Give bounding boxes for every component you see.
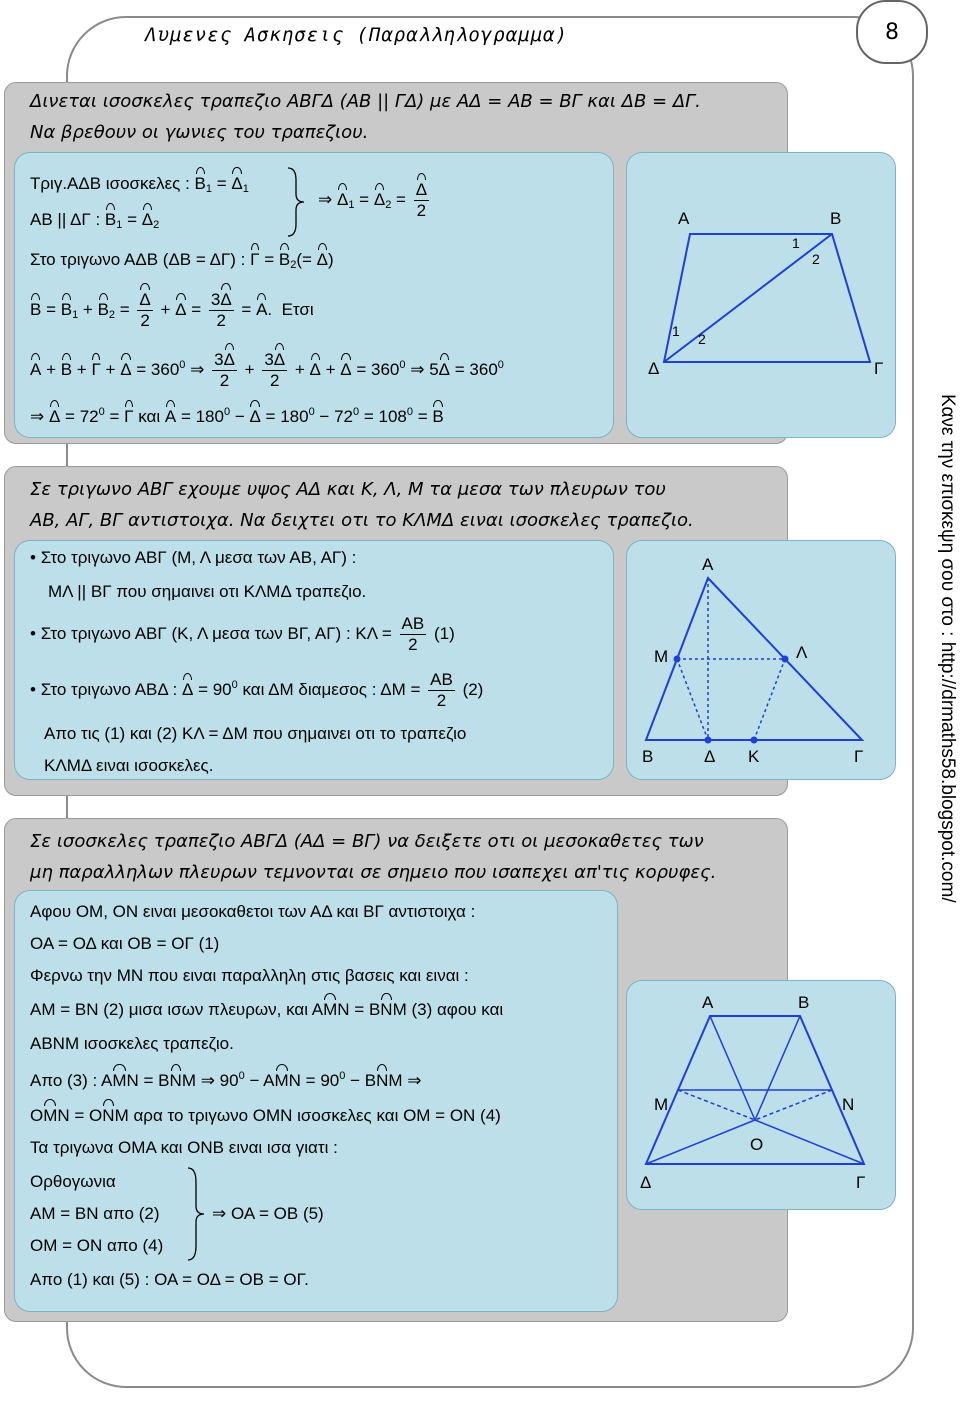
- label-g: Γ: [854, 747, 864, 766]
- problem-1-text: Δινεται ισοσκελες τραπεζιο ΑΒΓΔ (ΑΒ || ΓΔ) με ΑΔ = ΑΒ = ΒΓ και ΔΒ = ΔΓ. Να βρεθουν οι γωνιες του τραπεζιου.: [30, 91, 701, 143]
- label-a: Α: [702, 555, 714, 574]
- sol1-result-1: ⇒ $\Delta_1 = \Delta_2$ = $\frac{\Delta}{2}$: [318, 180, 428, 220]
- sol2-line-2: ΜΛ || ΒΓ που σημαινει οτι ΚΛΜΔ τραπεζιο.: [48, 582, 367, 601]
- label-d: Δ: [648, 359, 660, 378]
- problem-2-text: Σε τριγωνο ΑΒΓ εχουμε υψος ΑΔ και Κ, Λ, Μ τα μεσα των πλευρων του ΑΒ, ΑΓ, ΒΓ αντιστοιχα. Να δειχτει οτι το ΚΛΜΔ ειναι ισοσκελες τραπεζιο.: [30, 479, 694, 531]
- point-m: [674, 656, 681, 663]
- sol2-line-5: Απο τις (1) και (2) ΚΛ = ΔΜ που σημαινει οτι το τραπεζιο: [44, 724, 467, 743]
- point-l: [782, 656, 789, 663]
- sol3-line-6: Απο (3) : ΑΜΝ = ΒΝΜ ⇒ $90^0 - AMN = 90^0 - BNM$ ⇒: [30, 1070, 422, 1090]
- segment-ob: [755, 1016, 800, 1120]
- sol1-line-5: $A + B + \Gamma + \Delta = 360^0$ ⇒ $\frac{3\Delta}{2}$ + $\frac{3\Delta}{2}$ + $\Delta + \Delta = 360^0$ ⇒ $5\Delta = 360^0$: [30, 350, 504, 390]
- label-a: Α: [702, 993, 714, 1012]
- figure-1-trapezoid: [626, 152, 896, 438]
- label-g: Γ: [856, 1173, 866, 1192]
- figure-2-triangle: [626, 540, 896, 780]
- point-k: [751, 737, 758, 744]
- label-k: Κ: [748, 747, 760, 766]
- diagonal-db: [664, 234, 832, 362]
- label-d: Δ: [640, 1173, 652, 1192]
- sol1-line-3: Στο τριγωνο ΑΔΒ (ΔΒ = ΔΓ) : $\Gamma = B_2(= \Delta)$: [30, 250, 334, 271]
- sol1-line-2: ΑΒ || ΔΓ : $B_1 = \Delta_2$: [30, 210, 160, 231]
- sol3-line-2: ΟΑ = ΟΔ και ΟΒ = ΟΓ (1): [30, 934, 220, 953]
- brace-3: [186, 1166, 206, 1262]
- sol2-line-3: • Στο τριγωνο ΑΒΓ (Κ, Λ μεσα των ΒΓ, ΑΓ) : ΚΛ = $\frac{AB}{2}$ (1): [30, 614, 455, 654]
- problem-3-text: Σε ισοσκελες τραπεζιο ΑΒΓΔ (ΑΔ = ΒΓ) να δειξετε οτι οι μεσοκαθετες των μη παραλληλων πλευρων τεμνονται σε σημειο που ισαπεχει απ'τις κορυφες.: [30, 831, 717, 883]
- sol3-result: ⇒ ΟΑ = ΟΒ (5): [212, 1204, 324, 1223]
- label-m: Μ: [654, 1095, 669, 1114]
- sol3-line-1: Αφου ΟΜ, ΟΝ ειναι μεσοκαθετοι των ΑΔ και ΒΓ αντιστοιχα :: [30, 902, 476, 921]
- sol1-line-4: $B = B_1 + B_2$ = $\frac{\Delta}{2}$ + Δ = $\frac{3\Delta}{2}$ = Α. Ετσι: [30, 290, 314, 330]
- sol3-line-12: Απο (1) και (5) : ΟΑ = ΟΔ = ΟΒ = ΟΓ.: [30, 1270, 309, 1289]
- label-m: Μ: [654, 647, 669, 666]
- sol2-line-4: • Στο τριγωνο ΑΒΔ : $\Delta = 90^0$ και ΔΜ διαμεσος : ΔΜ = $\frac{AB}{2}$ (2): [30, 670, 484, 710]
- segment-kl: [754, 659, 785, 740]
- side-url: Κανε την επισκεψη σου στο : http://drmaths58.blogspot.com/: [937, 394, 958, 903]
- label-b: Β: [642, 747, 654, 766]
- label-a: Α: [678, 209, 690, 228]
- sol3-line-4: ΑΜ = ΒΝ (2) μισα ισων πλευρων, και ΑΜΝ = ΒΝΜ (3) αφου και: [30, 1000, 504, 1019]
- sol3-line-3: Φερνω την ΜΝ που ειναι παραλληλη στις βασεις και ειναι :: [30, 966, 469, 985]
- label-l: Λ: [796, 643, 808, 662]
- figure-3-trapezoid: [626, 980, 896, 1210]
- page-number: 8: [856, 0, 928, 64]
- label-b: Β: [830, 209, 842, 228]
- sol1-line-6: ⇒ $\Delta = 72^0 = \Gamma$ και $A = 180^0 - \Delta = 180^0 - 72^0 = 108^0 = B$: [30, 406, 444, 426]
- solution-2-box: [14, 540, 614, 780]
- label-o: Ο: [750, 1135, 764, 1154]
- label-g: Γ: [874, 359, 884, 378]
- label-d1: 1: [672, 323, 680, 339]
- sol3-line-7: ΟΜΝ = ΟΝΜ αρα το τριγωνο ΟΜΝ ισοσκελες και ΟΜ = ΟΝ (4): [30, 1106, 501, 1125]
- sol3-line-9: Ορθογωνια: [30, 1172, 116, 1191]
- segment-oa: [710, 1016, 755, 1120]
- label-d: Δ: [704, 747, 716, 766]
- label-b1: 1: [792, 235, 800, 251]
- sol3-line-5: ΑΒΝΜ ισοσκελες τραπεζιο.: [30, 1034, 234, 1053]
- sol2-line-6: ΚΛΜΔ ειναι ισοσκελες.: [44, 756, 214, 775]
- sol2-line-1: • Στο τριγωνο ΑΒΓ (Μ, Λ μεσα των ΑΒ, ΑΓ) :: [30, 548, 357, 567]
- segment-dm: [677, 659, 708, 740]
- sol3-line-8: Τα τριγωνα ΟΜΑ και ΟΝΒ ειναι ισα γιατι :: [30, 1138, 338, 1157]
- brace-1: [286, 166, 306, 238]
- label-d2: 2: [698, 331, 706, 347]
- sol1-line-1: Τριγ.ΑΔΒ ισοσκελες : $B_1 = \Delta_1$: [30, 174, 249, 195]
- label-b: Β: [798, 993, 810, 1012]
- point-d: [705, 737, 712, 744]
- trapezoid-abgd: [664, 234, 870, 362]
- label-b2: 2: [812, 251, 820, 267]
- label-n: Ν: [842, 1095, 855, 1114]
- page-title: Λυμενες Ασκησεις (Παραλληλογραμμα): [145, 24, 568, 46]
- sol3-line-10: ΑΜ = ΒΝ απο (2): [30, 1204, 160, 1223]
- sol3-line-11: ΟΜ = ΟΝ απο (4): [30, 1236, 164, 1255]
